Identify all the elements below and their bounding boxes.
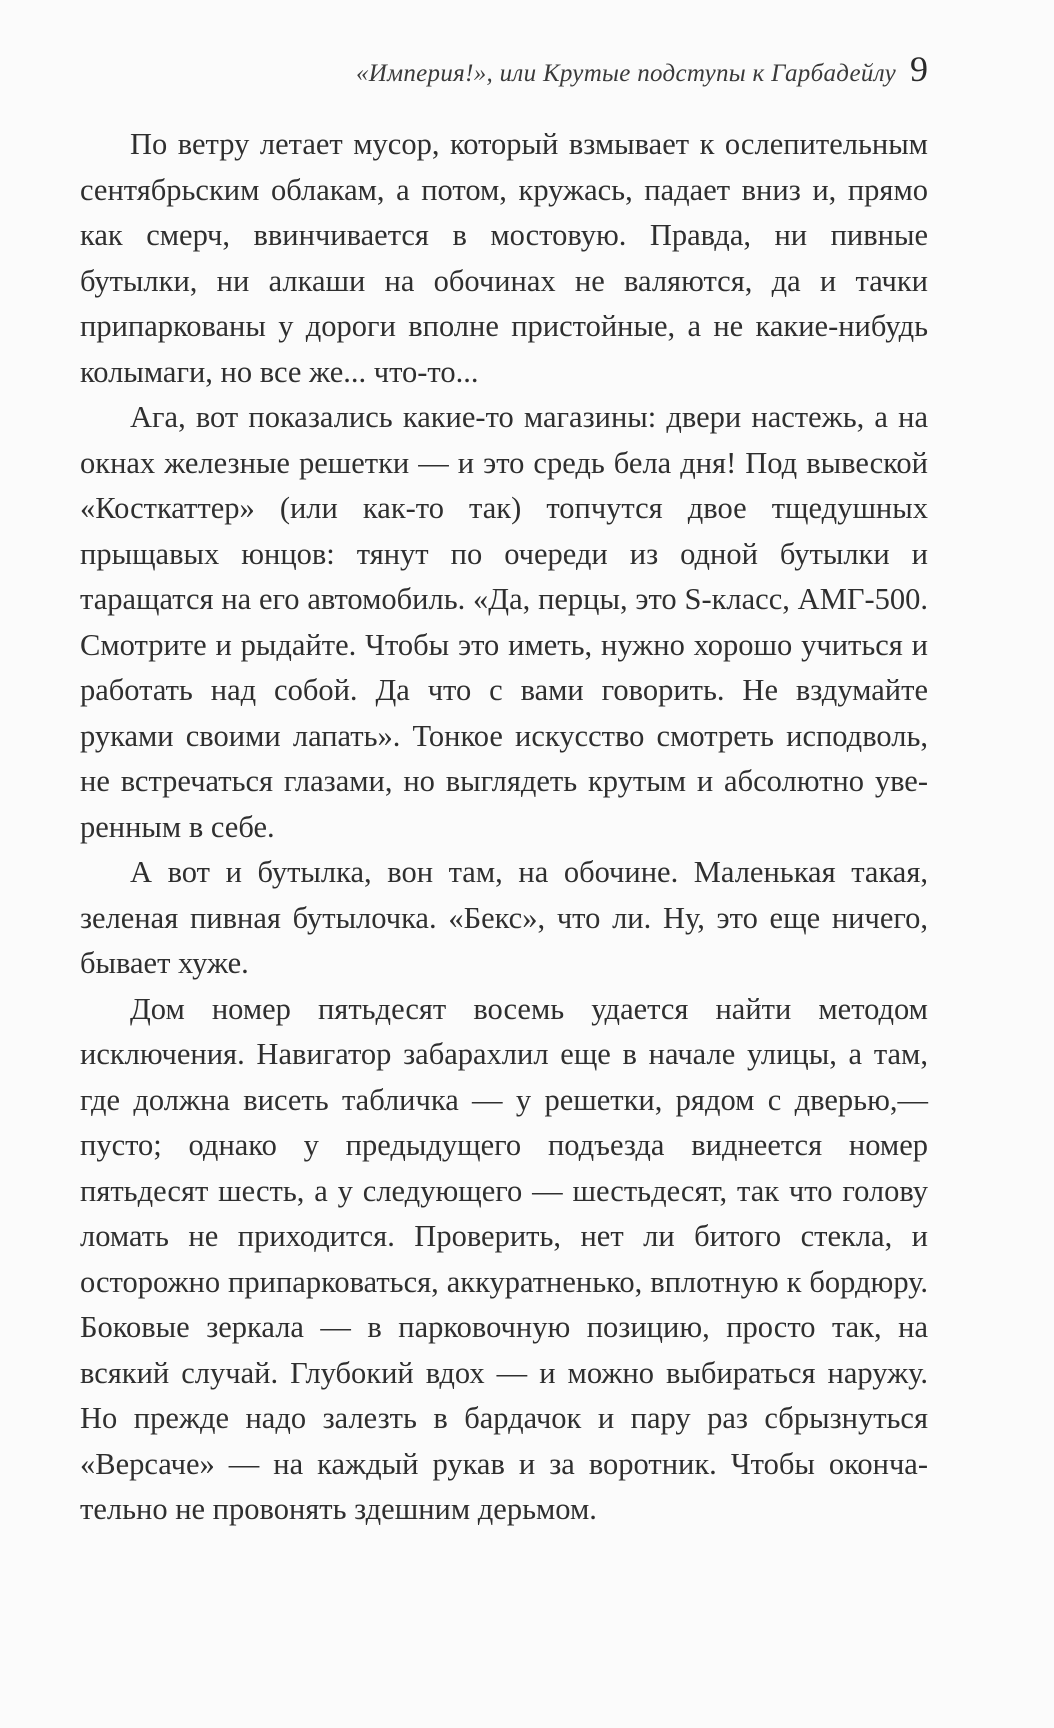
paragraph: Ага, вот показались какие-то магазины: двери настежь, а на окнах железные решетки — и это средь бела дня! Под вывеской «Косткаттер» (или как-то так) топчутся двое тщедушных прыщавых юнцов: тянут по очереди из одной бутылки и таращатся на его автомобиль. «Да, перцы, это S-класс, АМГ-500. Смотрите и рыдайте. Чтобы это иметь, нужно хорошо учиться и работать над собой. Да что с вами говорить. Не вздумайте руками своими лапать». Тонкое искусство смотреть исподволь, не встречаться глазами, но выглядеть крутым и абсолютно уверенным в себе.	[80, 400, 928, 844]
body-text	[80, 122, 928, 1533]
page-number: 9	[910, 49, 928, 89]
running-head	[80, 48, 928, 90]
paragraph: По ветру летает мусор, который взмывает к ослепительным сентябрьским облакам, а потом, кружась, падает вниз и, прямо как смерч, ввинчивается в мостовую. Правда, ни пивные бутылки, ни алкаши на обочинах не валяются, да и тачки припаркованы у дороги вполне пристойные, а не какие-нибудь колымаги, но все же... что-то...	[80, 127, 928, 389]
paragraph: Дом номер пятьдесят восемь удается найти методом исключения. Навигатор забарахлил еще в начале улицы, а там, где должна висеть табличка — у решетки, рядом с дверью,— пусто; однако у предыдущего подъезда виднеется номер пятьдесят шесть, а у следующего — шестьдесят, так что голову ломать не приходится. Проверить, нет ли битого стекла, и осторожно припарковаться, аккуратненько, вплотную к бордюру. Боковые зеркала — в парковочную позицию, просто так, на всякий случай. Глубокий вдох — и можно выбираться наружу. Но прежде надо залезть в бардачок и пару раз сбрызнуться «Версаче» — на каждый рукав и за воротник. Чтобы окончательно не провонять здешним дерьмом.	[80, 991, 928, 1526]
paragraph: А вот и бутылка, вон там, на обочине. Маленькая такая, зеленая пивная бутылочка. «Бекс», что ли. Ну, это еще ничего, бывает хуже.	[80, 855, 928, 980]
running-head-title: «Империя!», или Крутые подступы к Гарбадейлу	[355, 60, 896, 87]
